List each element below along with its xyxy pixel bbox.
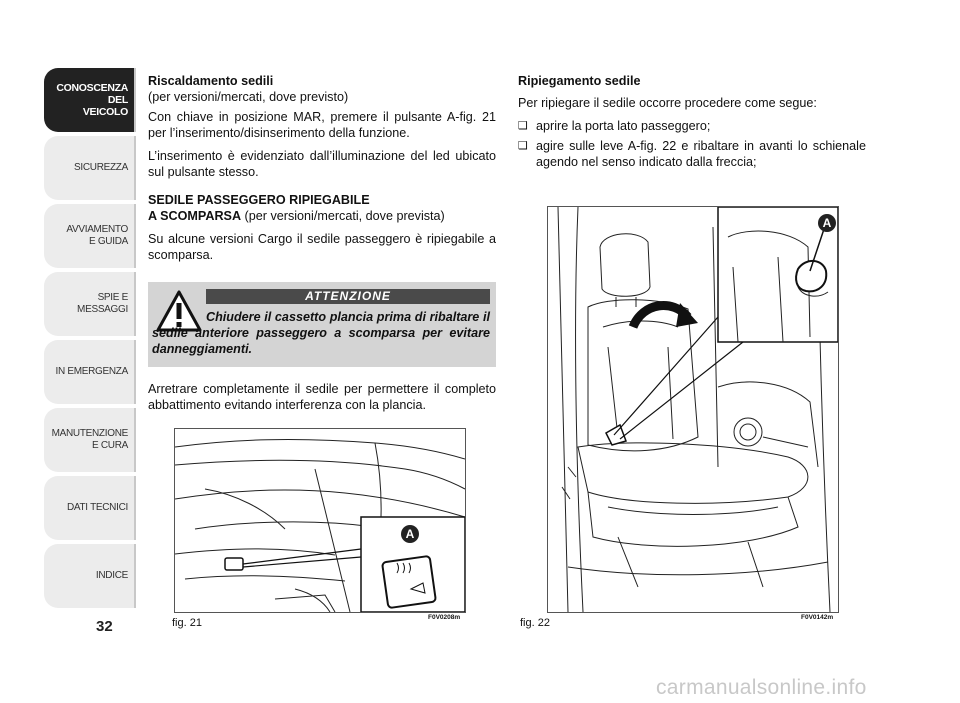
tab-label: SPIE E MESSAGGI bbox=[77, 292, 128, 315]
heating-paragraph-1: Con chiave in posizione MAR, premere il pulsante A-fig. 21 per l’inserimento/disinserimento della funzione. bbox=[148, 110, 496, 140]
left-column bbox=[148, 73, 496, 270]
seat-heating-button-illustration bbox=[175, 429, 465, 612]
figure-22-callout: A bbox=[822, 216, 832, 230]
seat-title-note: (per versioni/mercati, dove prevista) bbox=[241, 209, 445, 223]
tab-conoscenza-del-veicolo[interactable] bbox=[44, 68, 136, 132]
tab-dati-tecnici[interactable] bbox=[44, 476, 136, 540]
after-warning-paragraph: Arretrare completamente il sedile per permettere il completo abbattimento evitando interferenza con la plancia. bbox=[148, 382, 496, 412]
tab-label: IN EMERGENZA bbox=[55, 366, 128, 377]
tab-spie-e-messaggi[interactable] bbox=[44, 272, 136, 336]
seat-paragraph-1: Su alcune versioni Cargo il sedile passeggero è ripiegabile a scomparsa. bbox=[148, 232, 496, 262]
tab-label: AVVIAMENTO E GUIDA bbox=[66, 224, 128, 247]
seat-title-line-2: A SCOMPARSA bbox=[148, 209, 242, 223]
tab-avviamento-e-guida[interactable] bbox=[44, 204, 136, 268]
folding-seat-illustration bbox=[548, 207, 838, 612]
tab-indice[interactable] bbox=[44, 544, 136, 608]
figure-21-caption: fig. 21 bbox=[172, 617, 202, 629]
tab-label: MANUTENZIONE E CURA bbox=[51, 428, 128, 451]
figure-21-callout: A bbox=[405, 527, 415, 541]
chapter-tabs bbox=[44, 68, 136, 612]
tab-label: SICUREZZA bbox=[74, 162, 128, 173]
tab-sicurezza[interactable] bbox=[44, 136, 136, 200]
tab-manutenzione-e-cura[interactable] bbox=[44, 408, 136, 472]
figure-22-caption: fig. 22 bbox=[520, 617, 550, 629]
heating-subtitle: (per versioni/mercati, dove previsto) bbox=[148, 90, 349, 104]
tab-label: DATI TECNICI bbox=[66, 502, 128, 513]
page-number: 32 bbox=[96, 618, 113, 635]
figure-22-code: F0V0142m bbox=[801, 614, 834, 621]
fold-step-1: ❑ aprire la porta lato passeggero; bbox=[518, 118, 866, 134]
fold-title: Ripiegamento sedile bbox=[518, 74, 641, 88]
heating-title: Riscaldamento sedili bbox=[148, 74, 274, 88]
tab-label: CONOSCENZA DEL VEICOLO bbox=[56, 82, 128, 118]
seat-section-title bbox=[148, 192, 496, 224]
warning-title: ATTENZIONE bbox=[206, 289, 490, 304]
warning-text: Chiudere il cassetto plancia prima di ribaltare il sedile anteriore passeggero a scomparsa per evitare danneggiamenti. bbox=[152, 310, 490, 356]
tab-label: INDICE bbox=[95, 570, 128, 581]
tab-in-emergenza[interactable] bbox=[44, 340, 136, 404]
right-column bbox=[518, 73, 866, 174]
seat-title-line-1: SEDILE PASSEGGERO RIPIEGABILE bbox=[148, 193, 370, 207]
watermark: carmanualsonline.info bbox=[656, 676, 867, 699]
fold-step-2: ❑ agire sulle leve A-fig. 22 e ribaltare in avanti lo schienale agendo nel senso indicato dalla freccia; bbox=[518, 138, 866, 170]
heating-paragraph-2: L’inserimento è evidenziato dall’illuminazione del led ubicato sul pulsante stesso. bbox=[148, 149, 496, 179]
fold-intro: Per ripiegare il sedile occorre procedere come segue: bbox=[518, 96, 817, 110]
figure-21-code: F0V0208m bbox=[428, 614, 461, 621]
figure-22 bbox=[547, 206, 839, 613]
figure-21 bbox=[174, 428, 466, 613]
warning-box bbox=[148, 282, 496, 367]
